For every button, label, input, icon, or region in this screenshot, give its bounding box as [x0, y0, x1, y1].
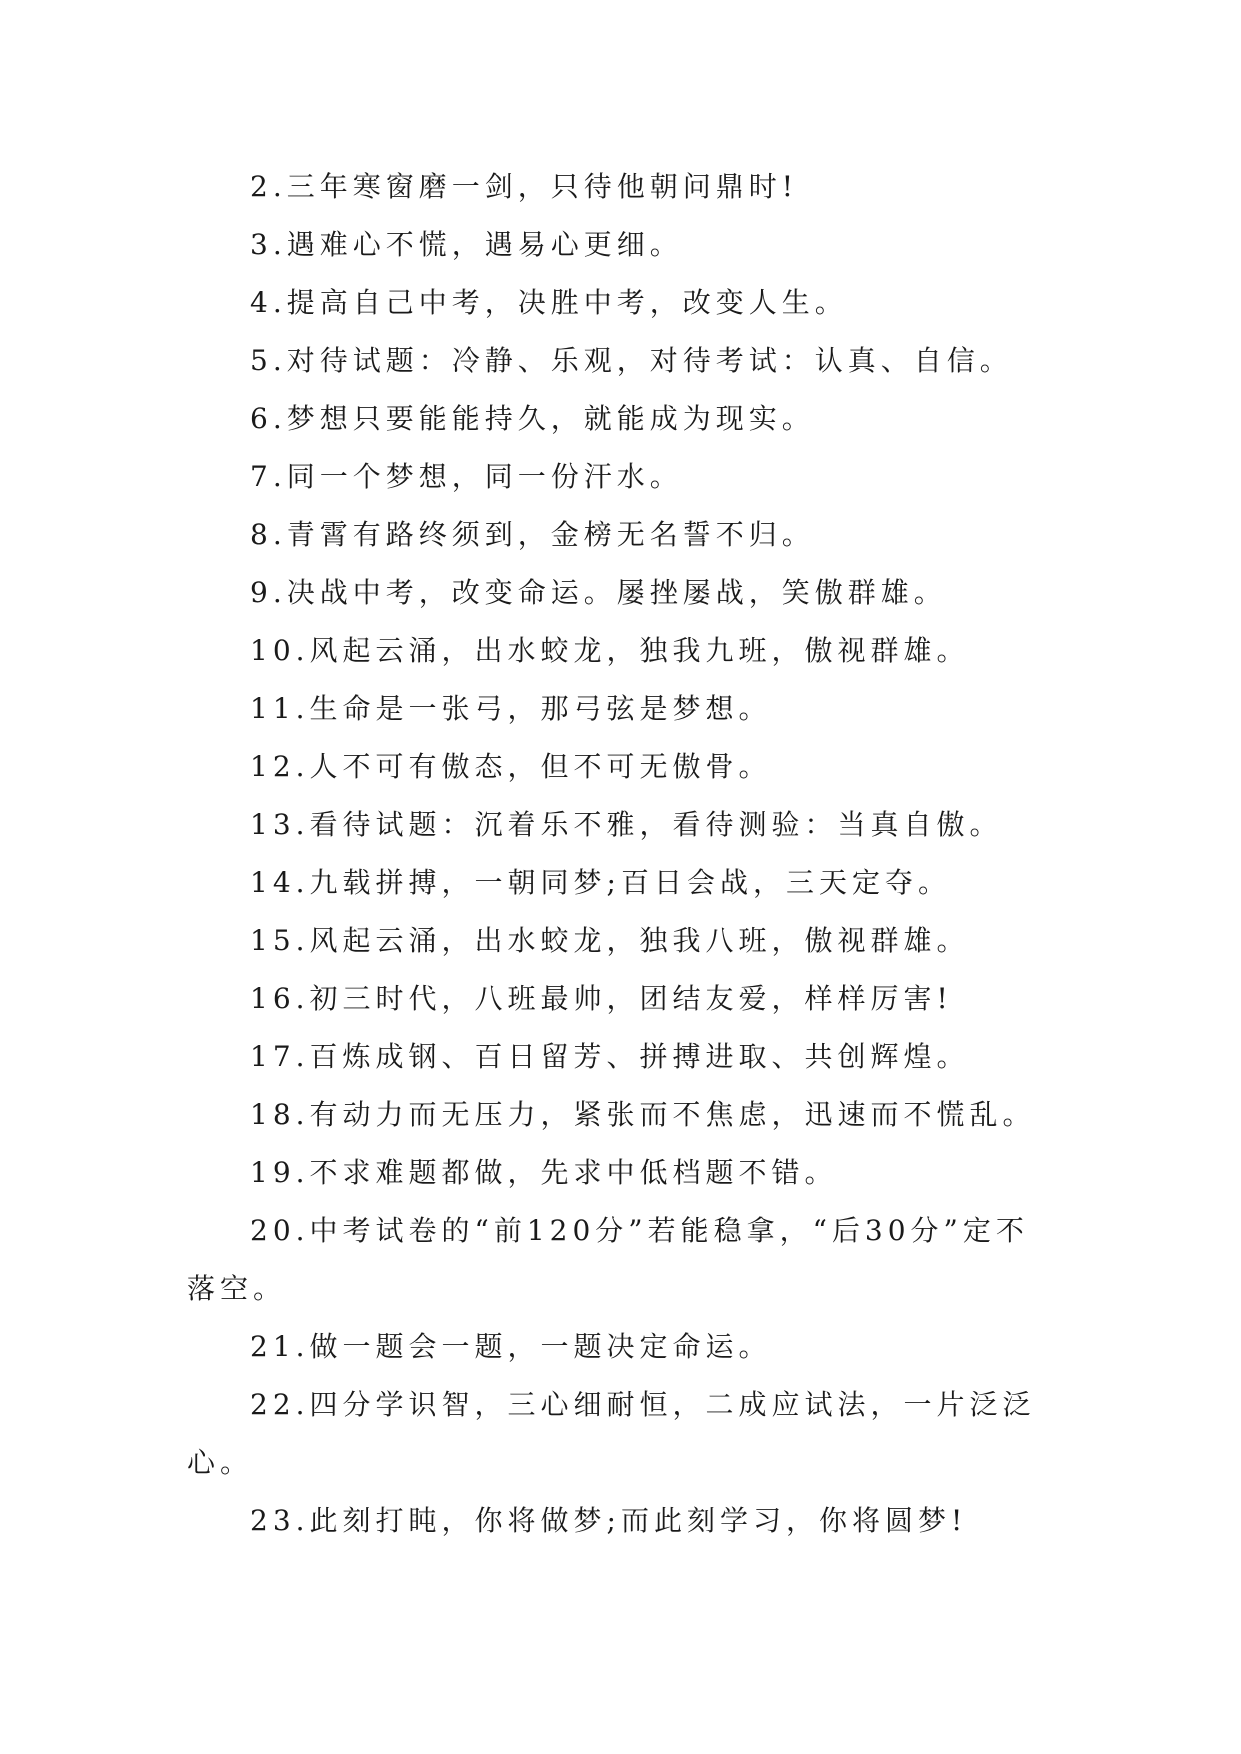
list-item: 16.初三时代，八班最帅，团结友爱，样样厉害!	[250, 982, 953, 1015]
list-item: 20.中考试卷的“前120分”若能稳拿，“后30分”定不落空。	[187, 1214, 1029, 1305]
list-item: 8.青霄有路终须到，金榜无名誓不归。	[250, 518, 815, 551]
list-item: 23.此刻打盹，你将做梦;而此刻学习，你将圆梦!	[250, 1504, 968, 1537]
list-item: 21.做一题会一题，一题决定命运。	[250, 1330, 772, 1363]
list-item: 14.九载拼搏，一朝同梦;百日会战，三天定夺。	[250, 866, 951, 899]
list-item: 18.有动力而无压力，紧张而不焦虑，迅速而不慌乱。	[250, 1098, 1036, 1131]
list-item: 22.四分学识智，三心细耐恒，二成应试法，一片泛泛心。	[187, 1388, 1036, 1479]
list-item: 9.决战中考，改变命运。屡挫屡战，笑傲群雄。	[250, 576, 947, 609]
list-item: 6.梦想只要能能持久，就能成为现实。	[250, 402, 815, 435]
list-item: 4.提高自己中考，决胜中考，改变人生。	[250, 286, 848, 319]
list-item: 12.人不可有傲态，但不可无傲骨。	[250, 750, 772, 783]
list-item: 17.百炼成钢、百日留芳、拼搏进取、共创辉煌。	[250, 1040, 970, 1073]
list-item: 3.遇难心不慌，遇易心更细。	[250, 228, 683, 261]
list-item: 19.不求难题都做，先求中低档题不错。	[250, 1156, 838, 1189]
list-item: 7.同一个梦想，同一份汗水。	[250, 460, 683, 493]
list-item: 5.对待试题：冷静、乐观，对待考试：认真、自信。	[250, 344, 1013, 377]
list-item: 10.风起云涌，出水蛟龙，独我九班，傲视群雄。	[250, 634, 970, 667]
list-item: 15.风起云涌，出水蛟龙，独我八班，傲视群雄。	[250, 924, 970, 957]
list-item: 2.三年寒窗磨一剑，只待他朝问鼎时!	[250, 170, 798, 203]
list-item: 13.看待试题：沉着乐不雅，看待测验：当真自傲。	[250, 808, 1003, 841]
list-item: 11.生命是一张弓，那弓弦是梦想。	[250, 692, 772, 725]
document-body	[187, 158, 1053, 1550]
